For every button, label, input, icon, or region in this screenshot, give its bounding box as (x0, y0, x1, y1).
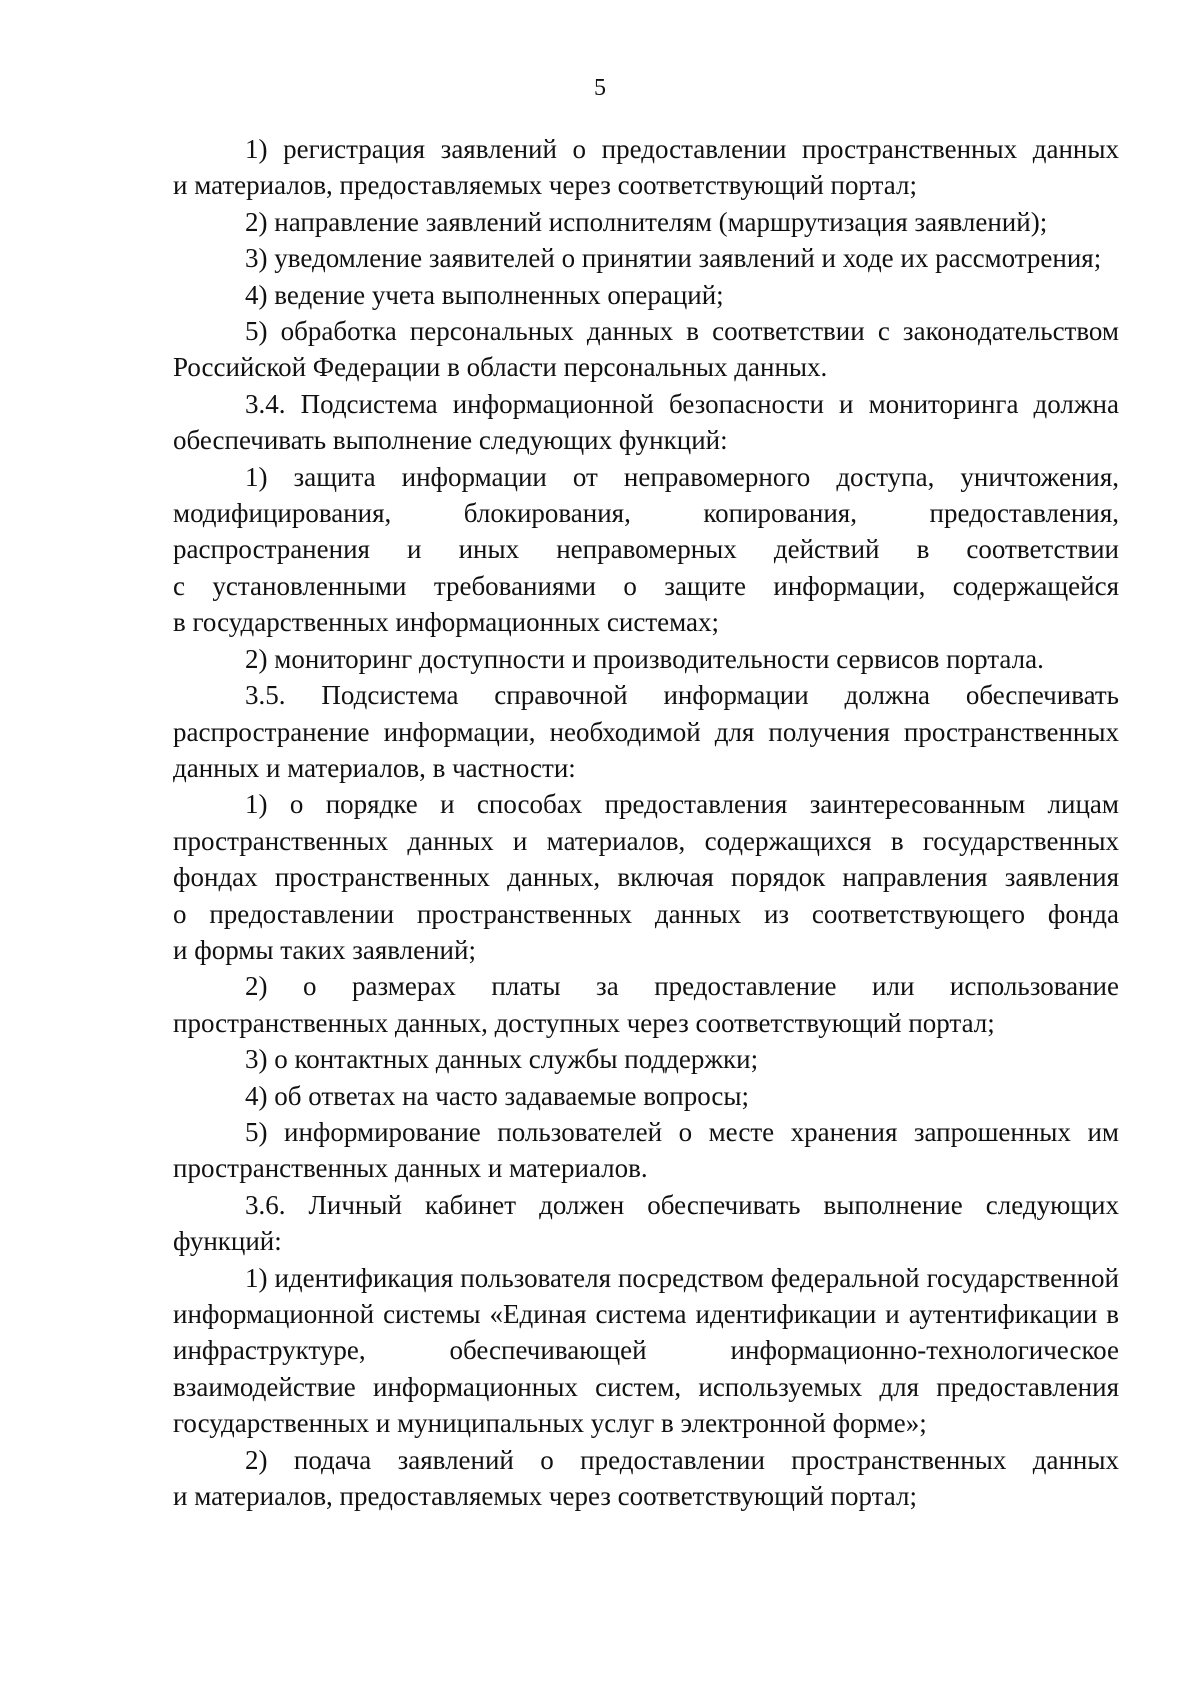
item-storage-info: 5) информирование пользователей о месте хранения запрошенных им пространственных данных и материалов. (173, 1116, 1119, 1184)
item-notification: 3) уведомление заявителей о принятии заявлений и ходе их рассмотрения; (245, 243, 1102, 274)
document-body (173, 131, 1119, 1514)
page-number: 5 (594, 75, 606, 101)
item-procedure: 1) о порядке и способах предоставления заинтересованным лицам пространственных данных и материалов, содержащихся в государственных фондах пространственных данных, включая порядок направления заявления о предоставлении пространственных данных из соответствующего фонда и формы таких заявлений; (173, 789, 1119, 965)
item-identification: 1) идентификация пользователя посредством федеральной государственной информационной системы «Единая система идентификации и аутентификации в инфраструктуре, обеспечивающей информационно-технологическое взаимодействие информационных систем, используемых для предоставления государственных и муниципальных услуг в электронной форме»; (173, 1262, 1119, 1439)
section-3-6-heading: 3.6. Личный кабинет должен обеспечивать выполнение следующих функций: (173, 1189, 1119, 1257)
item-personal-data: 5) обработка персональных данных в соответствии с законодательством Российской Федерации в области персональных данных. (173, 316, 1119, 383)
section-3-5-heading: 3.5. Подсистема справочной информации должна обеспечивать распространение информации, необходимой для получения пространственных данных и материалов, в частности: (173, 680, 1119, 783)
item-fees: 2) о размерах платы за предоставление или использование пространственных данных, доступных через соответствующий портал; (173, 971, 1119, 1038)
item-routing: 2) направление заявлений исполнителям (маршрутизация заявлений); (245, 206, 1048, 237)
section-3-4-heading: 3.4. Подсистема информационной безопасности и мониторинга должна обеспечивать выполнение следующих функций: (173, 388, 1119, 456)
item-submission: 2) подача заявлений о предоставлении пространственных данных и материалов, предоставляемых через соответствующий портал; (173, 1444, 1119, 1512)
item-registration: 1) регистрация заявлений о предоставлении пространственных данных и материалов, предоставляемых через соответствующий портал; (173, 134, 1119, 201)
item-info-protection: 1) защита информации от неправомерного доступа, уничтожения, модифицирования, блокирования, копирования, предоставления, распространения и иных неправомерных действий в соответствии с установленными требованиями о защите информации, содержащейся в государственных информационных системах; (173, 461, 1119, 638)
item-monitoring: 2) мониторинг доступности и производительности сервисов портала. (245, 643, 1044, 674)
item-support-contacts: 3) о контактных данных службы поддержки; (245, 1044, 759, 1075)
item-accounting: 4) ведение учета выполненных операций; (245, 279, 724, 310)
item-faq: 4) об ответах на часто задаваемые вопросы; (245, 1080, 750, 1111)
